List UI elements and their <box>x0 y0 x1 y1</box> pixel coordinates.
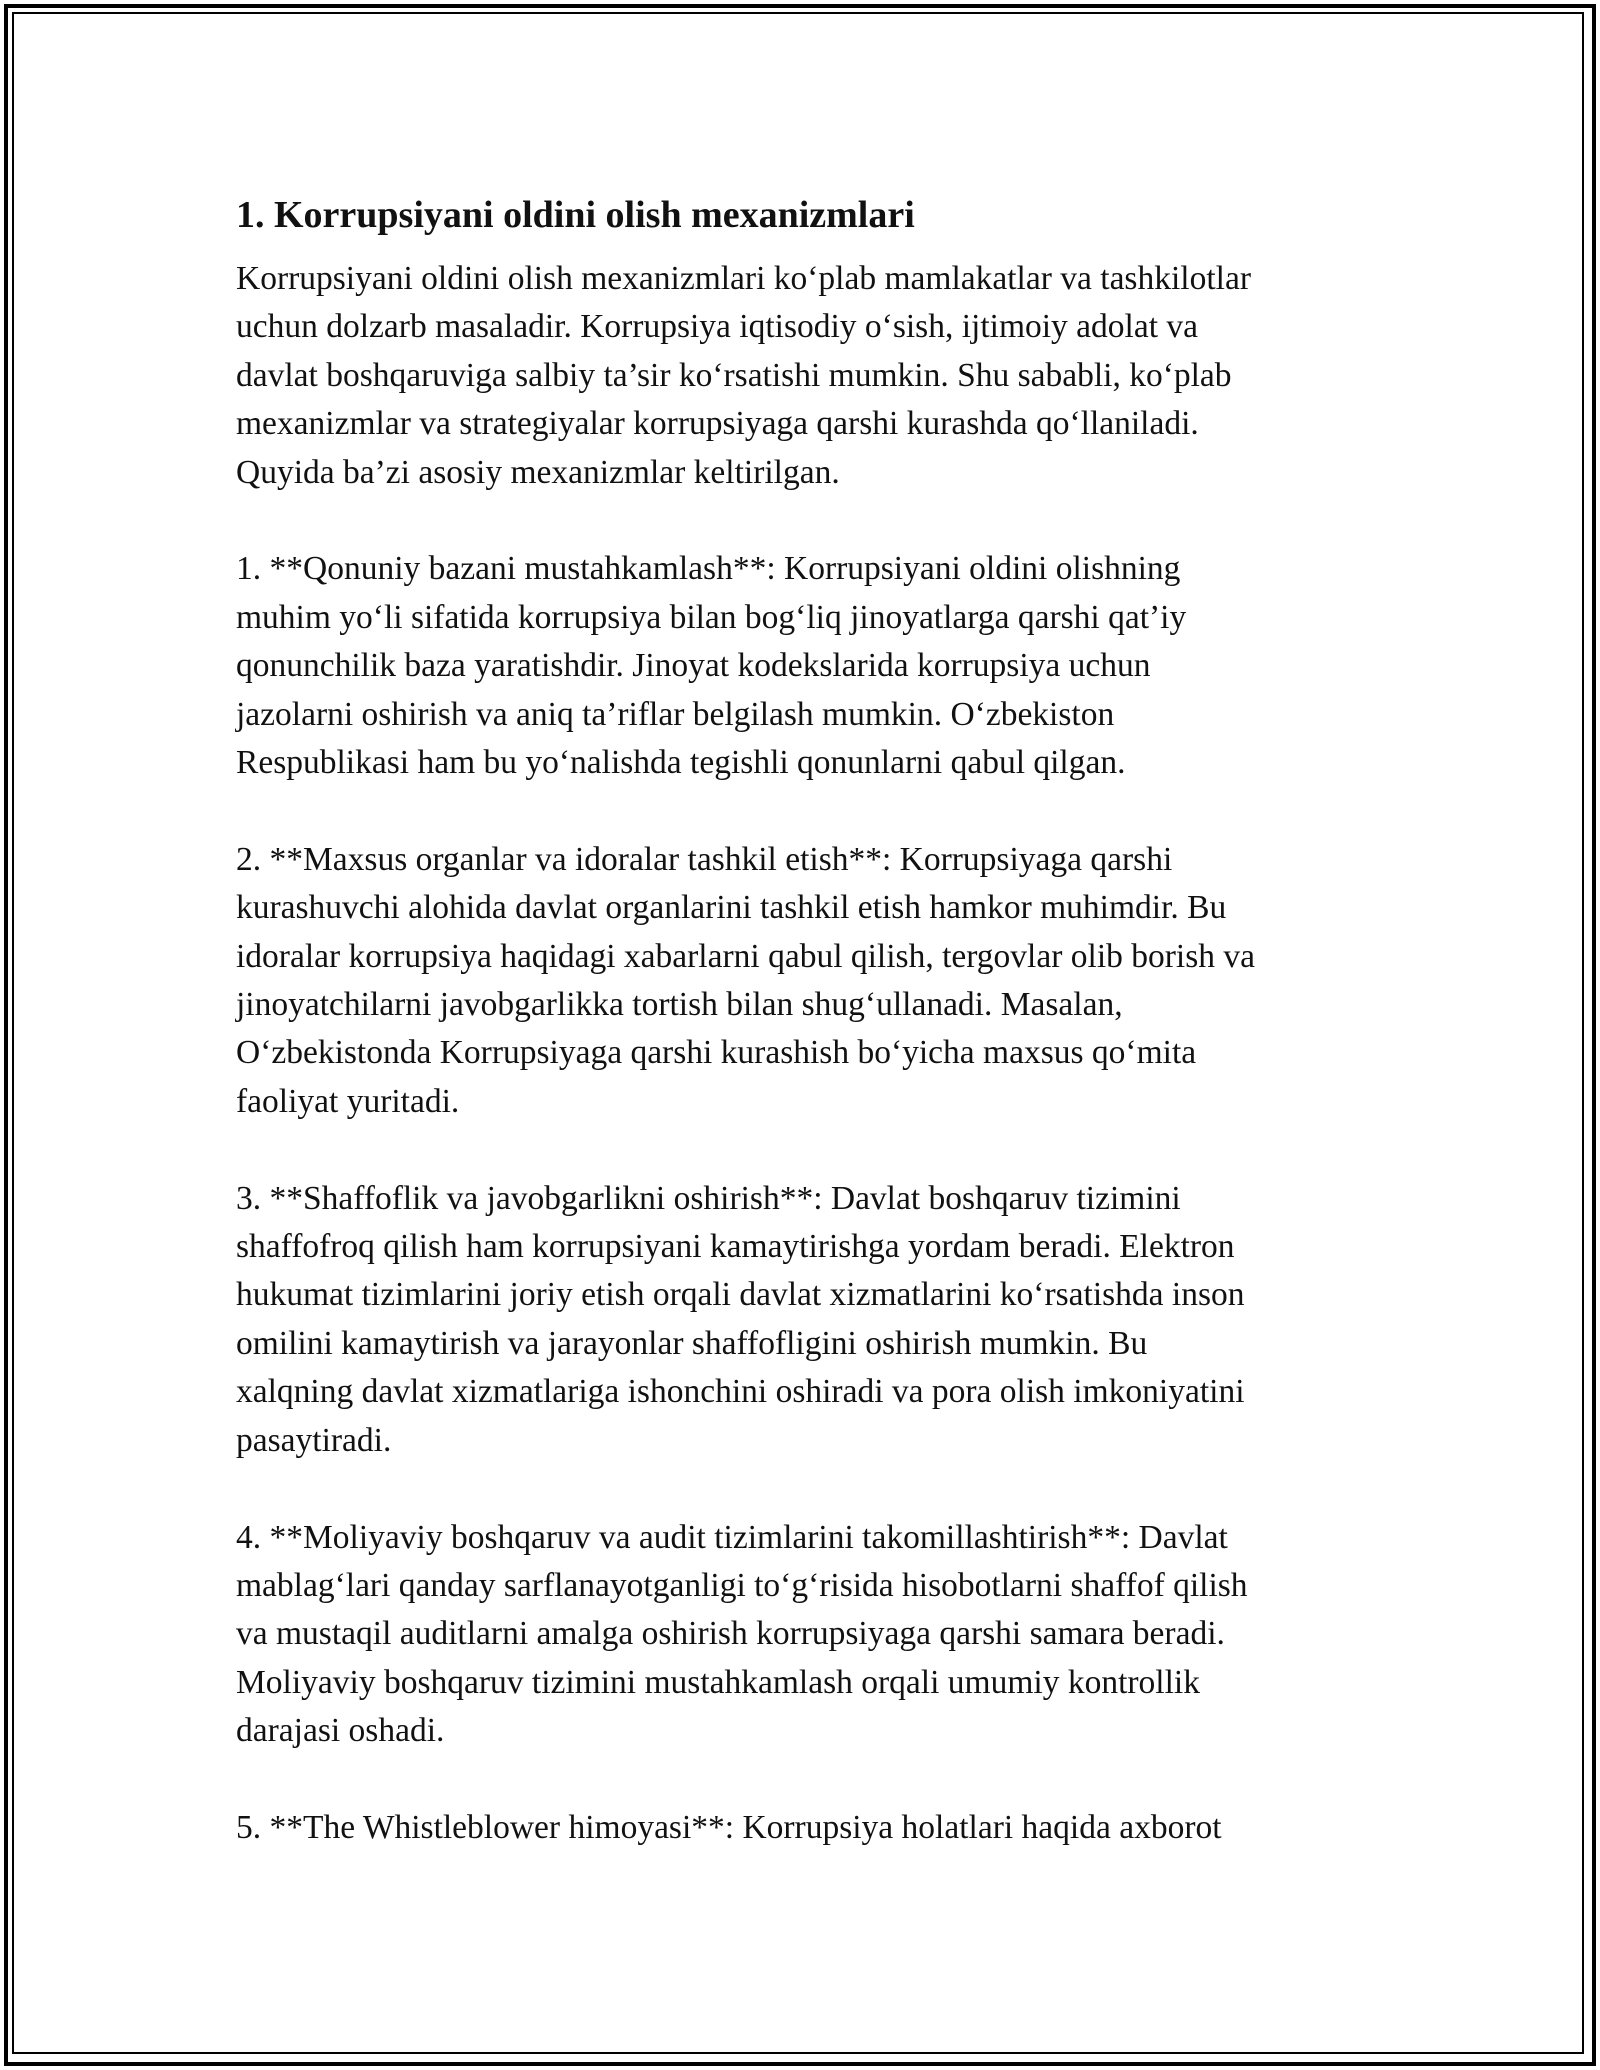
text-line: O‘zbekistonda Korrupsiyaga qarshi kurashish bo‘yicha maxsus qo‘mita <box>236 1034 1197 1072</box>
text-line: shaffofroq qilish ham korrupsiyani kamaytirishga yordam beradi. Elektron <box>236 1228 1235 1266</box>
text-line: davlat boshqaruviga salbiy ta’sir ko‘rsatishi mumkin. Shu sababli, ko‘plab <box>236 356 1232 394</box>
paragraph-item-4 <box>236 1514 1366 1756</box>
text-line: pasaytiradi. <box>236 1421 392 1459</box>
paragraph-item-2 <box>236 836 1366 1126</box>
text-line: Moliyaviy boshqaruv tizimini mustahkamlash orqali umumiy kontrollik <box>236 1663 1200 1701</box>
text-line: 4. **Moliyaviy boshqaruv va audit tizimlarini takomillashtirish**: Davlat <box>236 1518 1228 1556</box>
text-line: 2. **Maxsus organlar va idoralar tashkil etish**: Korrupsiyaga qarshi <box>236 840 1173 878</box>
text-line: muhim yo‘li sifatida korrupsiya bilan bog‘liq jinoyatlarga qarshi qat’iy <box>236 598 1187 636</box>
text-line: 5. **The Whistleblower himoyasi**: Korrupsiya holatlari haqida axborot <box>236 1808 1222 1846</box>
paragraph-intro <box>236 255 1366 497</box>
text-line: omilini kamaytirish va jarayonlar shaffofligini oshirish mumkin. Bu <box>236 1324 1148 1362</box>
paragraph-item-3 <box>236 1175 1366 1465</box>
text-line: 3. **Shaffoflik va javobgarlikni oshirish**: Davlat boshqaruv tizimini <box>236 1179 1181 1217</box>
text-line: kurashuvchi alohida davlat organlarini tashkil etish hamkor muhimdir. Bu <box>236 889 1227 927</box>
text-line: faoliyat yuritadi. <box>236 1082 460 1120</box>
text-line: 1. **Qonuniy bazani mustahkamlash**: Korrupsiyani oldini olishning <box>236 550 1181 588</box>
text-line: mablag‘lari qanday sarflanayotganligi to‘g‘risida hisobotlarni shaffof qilish <box>236 1566 1248 1604</box>
text-line: jazolarni oshirish va aniq ta’riflar belgilash mumkin. O‘zbekiston <box>236 695 1115 733</box>
text-line: qonunchilik baza yaratishdir. Jinoyat kodekslarida korrupsiya uchun <box>236 647 1151 685</box>
text-line: Quyida ba’zi asosiy mexanizmlar keltirilgan. <box>236 453 840 491</box>
text-line: xalqning davlat xizmatlariga ishonchini oshiradi va pora olish imkoniyatini <box>236 1373 1245 1411</box>
text-line: uchun dolzarb masaladir. Korrupsiya iqtisodiy o‘sish, ijtimoiy adolat va <box>236 308 1199 346</box>
text-line: va mustaqil auditlarni amalga oshirish korrupsiyaga qarshi samara beradi. <box>236 1615 1225 1653</box>
text-line: mexanizmlar va strategiyalar korrupsiyaga qarshi kurashda qo‘llaniladi. <box>236 405 1199 443</box>
text-line: hukumat tizimlarini joriy etish orqali davlat xizmatlarini ko‘rsatishda inson <box>236 1276 1245 1314</box>
document-title: 1. Korrupsiyani oldini olish mexanizmlari <box>236 194 915 236</box>
paragraph-item-5 <box>236 1804 1366 1852</box>
text-line: darajasi oshadi. <box>236 1712 445 1750</box>
document-body <box>236 184 1366 1901</box>
paragraph-item-1 <box>236 545 1366 787</box>
text-line: Korrupsiyani oldini olish mexanizmlari ko‘plab mamlakatlar va tashkilotlar <box>236 260 1251 297</box>
text-line: Respublikasi ham bu yo‘nalishda tegishli qonunlarni qabul qilgan. <box>236 744 1126 782</box>
text-line: idoralar korrupsiya haqidagi xabarlarni qabul qilish, tergovlar olib borish va <box>236 937 1256 975</box>
text-line: jinoyatchilarni javobgarlikka tortish bilan shug‘ullanadi. Masalan, <box>236 986 1123 1024</box>
